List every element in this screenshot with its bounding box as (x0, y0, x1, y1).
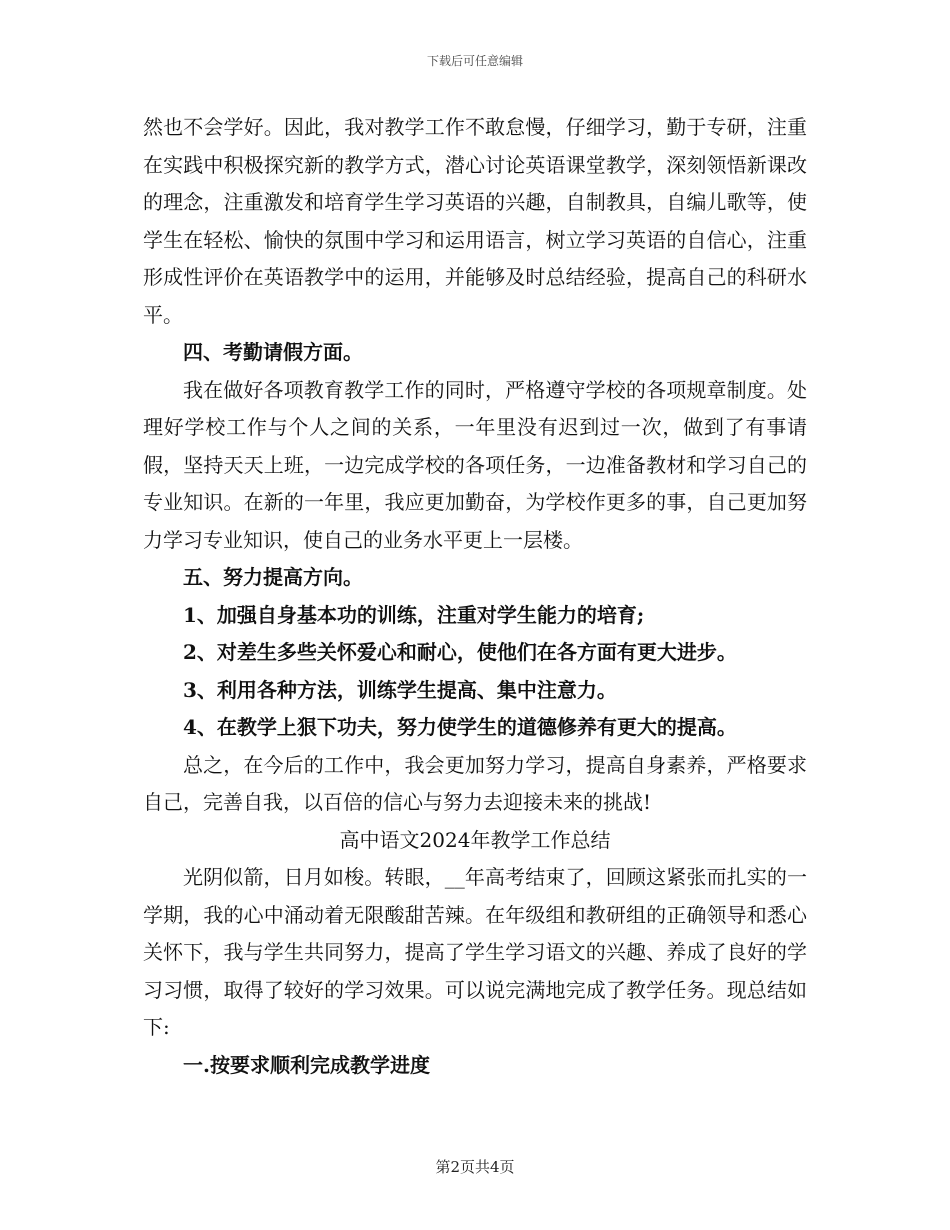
paragraph-conclusion: 总之，在今后的工作中，我会更加努力学习，提高自身素养，严格要求自己，完善自我，以百倍的信心与努力去迎接未来的挑战! (143, 752, 807, 814)
improvement-item-3: 3、利用各种方法，训练学生提高、集中注意力。 (183, 677, 617, 702)
document-body (143, 109, 807, 1084)
page-footer: 第2页共4页 (435, 1158, 515, 1176)
improvement-item-4: 4、在教学上狠下功夫，努力使学生的道德修养有更大的提高。 (183, 715, 737, 739)
improvement-item-1: 1、加强自身基本功的训练，注重对学生能力的培育; (183, 602, 645, 627)
paragraph-continuation: 然也不会学好。因此，我对教学工作不敢怠慢，仔细学习，勤于专研，注重在实践中积极探究新的教学方式，潜心讨论英语课堂教学，深刻领悟新课改的理念，注重激发和培育学生学习英语的兴趣，自制教具，自编儿歌等，使学生在轻松、愉快的氛围中学习和运用语言，树立学习英语的自信心，注重形成性评价在英语教学中的运用，并能够及时总结经验，提高自己的科研水平。 (143, 115, 807, 327)
section-heading-progress: 一.按要求顺利完成教学进度 (183, 1052, 430, 1077)
paragraph-attendance: 我在做好各项教育教学工作的同时，严格遵守学校的各项规章制度。处理好学校工作与个人之间的关系，一年里没有迟到过一次，做到了有事请假，坚持天天上班，一边完成学校的各项任务，一边准备教材和学习自己的专业知识。在新的一年里，我应更加勤奋，为学校作更多的事，自己更加努力学习专业知识，使自己的业务水平更上一层楼。 (143, 377, 807, 552)
document-title: 高中语文2024年教学工作总结 (339, 827, 611, 852)
section-heading-attendance: 四、考勤请假方面。 (183, 340, 363, 364)
improvement-item-2: 2、对差生多些关怀爱心和耐心，使他们在各方面有更大进步。 (183, 640, 737, 664)
page-header: 下载后可任意编辑 (426, 54, 523, 68)
section-heading-improvement: 五、努力提高方向。 (183, 565, 363, 589)
paragraph-intro: 光阴似箭，日月如梭。转眼，__年高考结束了，回顾这紧张而扎实的一学期，我的心中涌动着无限酸甜苦辣。在年级组和教研组的正确领导和悉心关怀下，我与学生共同努力，提高了学生学习语文的兴趣、养成了良好的学习习惯，取得了较好的学习效果。可以说完满地完成了教学任务。现总结如下: (143, 865, 807, 1039)
